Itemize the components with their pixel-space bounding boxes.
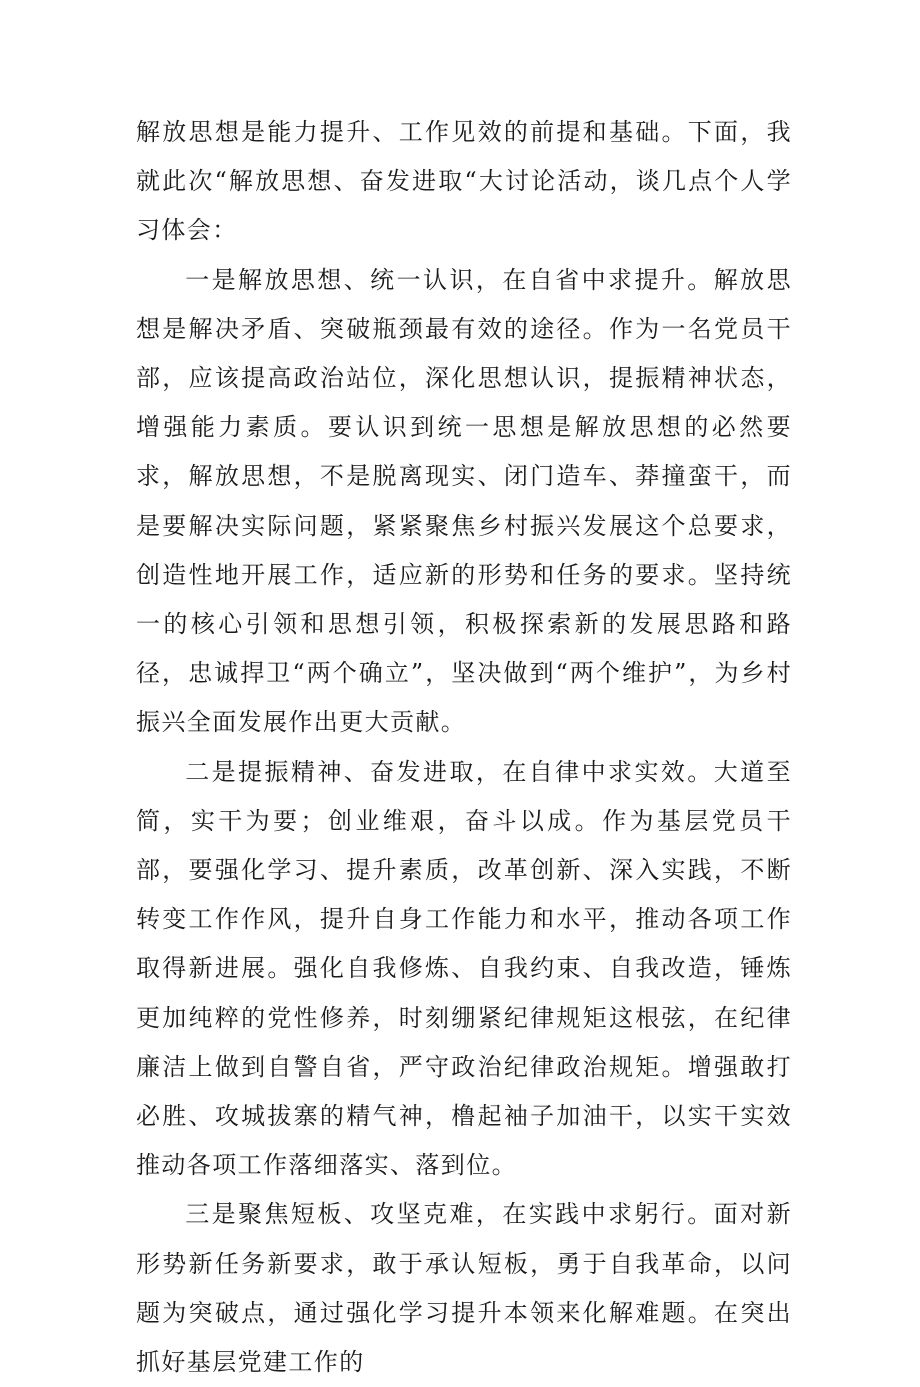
paragraph-intro: 解放思想是能力提升、工作见效的前提和基础。下面，我就此次“解放思想、奋发进取“大讨论活动，谈几点个人学习体会： xyxy=(136,118,792,245)
paragraph-point-two: 二是提振精神、奋发进取，在自律中求实效。大道至简，实干为要；创业维艰，奋斗以成。作为基层党员干部，要强化学习、提升素质，改革创新、深入实践，不断转变工作作风，提升自身工作能力和水平，推动各项工作取得新进展。强化自我修炼、自我约束、自我改造，锤炼更加纯粹的党性修养，时刻绷紧纪律规矩这根弦，在纪律廉洁上做到自警自省，严守政治纪律政治规矩。增强敢打必胜、攻城拔寨的精气神，橹起袖子加油干，以实干实效推动各项工作落细落实、落到位。 xyxy=(136,757,792,1180)
paragraph-point-three: 三是聚焦短板、攻坚克难，在实践中求躬行。面对新形势新任务新要求，敢于承认短板，勇于自我革命，以问题为突破点，通过强化学习提升本领来化解难题。在突出抓好基层党建工作的 xyxy=(136,1200,792,1377)
paragraph-point-one: 一是解放思想、统一认识，在自省中求提升。解放思想是解决矛盾、突破瓶颈最有效的途径。作为一名党员干部，应该提高政治站位，深化思想认识，提振精神状态，增强能力素质。要认识到统一思想是解放思想的必然要求，解放思想，不是脱离现实、闭门造车、莽撞蛮干，而是要解决实际问题，紧紧聚焦乡村振兴发展这个总要求，创造性地开展工作，适应新的形势和任务的要求。坚持统一的核心引领和思想引领，积极探索新的发展思路和路径，忠诚捍卫“两个确立”，坚决做到“两个维护”，为乡村振兴全面发展作出更大贡献。 xyxy=(136,265,792,737)
document-body xyxy=(136,108,792,1387)
